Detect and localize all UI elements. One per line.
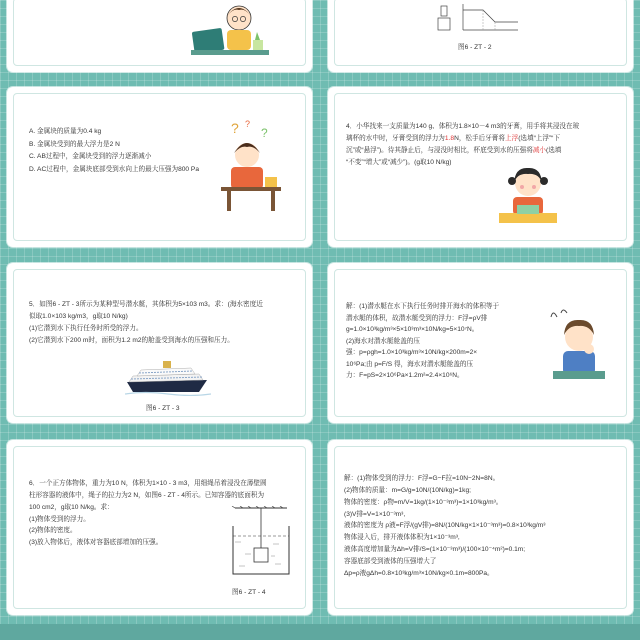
option-d: D. AC过程中，金属块底部受到水向上的最大压强为800 Pa: [29, 165, 199, 173]
pondering-boy-illustration: [543, 307, 613, 387]
q6-line: (2)物体的密度。: [29, 527, 77, 535]
a5-line: 强：p=ρgh=1.0×10³kg/m³×10N/kg×200m=2×: [346, 349, 478, 357]
slide-8[interactable]: [328, 440, 633, 615]
q5-line: (1)它潜到水下执行任务时所受的浮力。: [29, 324, 143, 332]
figure-caption: 图6 - ZT - 4: [232, 589, 266, 596]
q4-text: 璃杯的水中时，牙膏受到的浮力为: [346, 134, 445, 142]
a5-line: 力：F=pS=2×10⁶Pa×1.2m²=2.4×10⁶N。: [346, 372, 464, 380]
q4-line-4: “不变”“增大”或“减少”)。(g取10 N/kg): [346, 158, 452, 166]
q6-line: 100 cm2，g取10 N/kg。求：: [29, 503, 114, 511]
option-c: C. AB过程中，金属块受到的浮力逐渐减小: [29, 153, 152, 161]
q4-line-3: [346, 145, 618, 157]
answer-blank-1: 1.8: [444, 134, 455, 142]
q6-line: 柱形容器的液体中，绳子的拉力为2 N，如图6 - ZT - 4所示。已知容器的底面积为: [29, 491, 265, 499]
a6-line: 解：(1)物体受到的浮力：F浮=G−F拉=10N−2N=8N。: [344, 475, 500, 482]
q5-line: 似取1.0×103 kg/m3，g取10 N/kg): [29, 312, 128, 320]
a6-line: 物体的密度：ρ物=m/V=1kg/(1×10⁻³m³)=1×10³kg/m³。: [344, 498, 503, 506]
svg-text:?: ?: [261, 126, 268, 140]
figure-caption: 图6 - ZT - 3: [146, 405, 180, 412]
answer-5-text: [346, 301, 546, 382]
spring-scale-graph-figure: [433, 2, 533, 34]
q4-line-2: [346, 133, 618, 145]
a6-line: 液体的密度为 ρ液=F浮/(gV排)=8N/(10N/kg×1×10⁻³m³)=0.8×10³kg/m³: [344, 522, 546, 530]
slide-2[interactable]: [328, 0, 633, 72]
slide-5[interactable]: [7, 263, 312, 423]
slide-1[interactable]: [7, 0, 312, 72]
option-a: A. 金属块的质量为0.4 kg: [29, 128, 102, 135]
boy-with-laptop-illustration: [187, 0, 277, 66]
svg-text:?: ?: [231, 120, 239, 136]
q6-line: 6．一个正方体物体，重力为10 N，体积为1×10 - 3 m3，用细绳吊着浸没在薄壁圆: [29, 480, 267, 487]
q4-text: 沉”或“悬浮”)。待其静止后，与浸没时相比，杯底受到水的压强将: [346, 146, 533, 154]
a5-line: 10⁶Pa;由 p=F/S 得，海水对潜水艇舱盖的压: [346, 360, 474, 368]
answer-blank-3: 减小: [532, 146, 547, 154]
reading-girl-illustration: [493, 165, 563, 229]
answer-blank-2: 上浮: [505, 134, 519, 142]
a6-line: (3)V排=V=1×10⁻³m³,: [344, 510, 406, 518]
a6-line: (2)物体的质量：m=G/g=10N/(10N/kg)=1kg;: [344, 486, 471, 494]
q6-line: (3)放入物体后，液体对容器底部增加的压强。: [29, 539, 163, 547]
bottom-strip: [0, 624, 640, 640]
q4-text: (选填“上浮”“下: [518, 134, 560, 142]
a5-line: 解：(1)潜水艇在水下执行任务时排开海水的体积等于: [346, 303, 500, 310]
q4-text: (选填: [546, 146, 562, 154]
a5-line: g=1.0×10³kg/m³×5×10³m³×10N/kg=5×10⁷N。: [346, 326, 479, 334]
a5-line: 潜水艇的体积，故潜水艇受到的浮力：F浮=ρV排: [346, 314, 488, 322]
option-b: B. 金属块受到的最大浮力是2 N: [29, 140, 120, 148]
q4-text: N，松手后牙膏将: [454, 134, 505, 142]
a6-line: 物体浸入后，排开液体体积为1×10⁻³m³,: [344, 534, 460, 542]
q5-line: 5．如图6 - ZT - 3所示为某种型号潜水艇，其体积为5×103 m3。求：(海水密度近: [29, 301, 263, 308]
slide-3[interactable]: [7, 87, 312, 247]
a6-line: 液体高度增加量为Δh=V排/S=(1×10⁻³m³)/(100×10⁻⁴m²)=0.1m;: [344, 546, 526, 554]
answer-6-text: [344, 473, 626, 580]
options-list: [29, 126, 229, 176]
q5-line: (2)它潜到水下200 m时，面积为1.2 m2的舱盖受到海水的压强和压力。: [29, 336, 234, 344]
q4-line-1: 4．小华找来一支质量为140 g、体积为1.8×10－4 m3的牙膏，用手将其浸没在玻: [346, 123, 580, 130]
question-4-text: [346, 121, 618, 168]
figure-caption: 图6 - ZT - 2: [458, 44, 492, 51]
a6-line: 容器底部受到液体的压强增大了: [344, 558, 437, 566]
container-with-cube-figure: [229, 506, 293, 578]
slide-7[interactable]: [7, 440, 312, 615]
question-5-text: [29, 299, 299, 346]
svg-text:?: ?: [245, 119, 251, 129]
cruise-ship-image: [125, 356, 211, 396]
slide-4[interactable]: [328, 87, 633, 247]
thinking-boy-illustration: [217, 119, 287, 219]
a6-line: Δp=ρ液gΔh=0.8×10³kg/m³×10N/kg×0.1m=800Pa。: [344, 569, 494, 577]
q6-line: (1)物体受到的浮力。: [29, 515, 90, 523]
a5-line: (2)海水对潜水艇舱盖的压: [346, 337, 420, 345]
slide-6[interactable]: [328, 263, 633, 423]
